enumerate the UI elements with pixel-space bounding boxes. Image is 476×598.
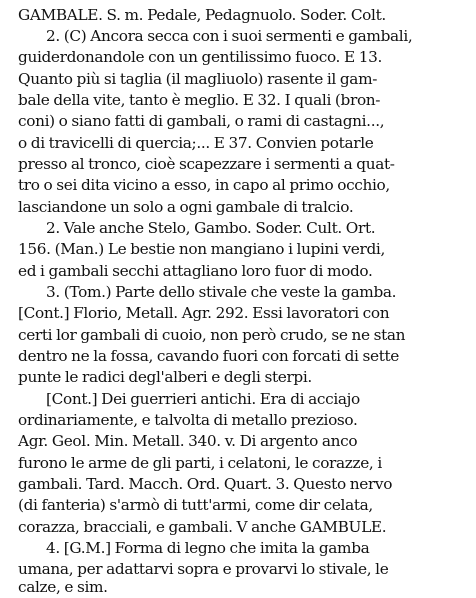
entry-line-22	[0, 452, 476, 474]
entry-text: gambali. Tard. Macch. Ord. Quart. 3. Questo nervo	[18, 475, 393, 493]
entry-line-24	[0, 494, 476, 516]
entry-text: lasciandone un solo a ogni gambale di tralcio.	[18, 198, 354, 216]
entry-text: 4. [G.M.] Forma di legno che imita la gamba	[46, 539, 370, 557]
entry-text: [Cont.] Florio, Metall. Agr. 292. Essi lavoratori con	[18, 304, 390, 322]
entry-text: 3. (Tom.) Parte dello stivale che veste la gamba.	[46, 283, 397, 301]
entry-text: certi lor gambali di cuoio, non però crudo, se ne stan	[18, 326, 406, 344]
entry-text: 156. (Man.) Le bestie non mangiano i lupini verdi,	[18, 240, 385, 258]
entry-text: Agr. Geol. Min. Metall. 340. v. Di argento anco	[18, 432, 358, 450]
entry-text: calze, e sim.	[18, 578, 108, 596]
entry-line-21	[0, 430, 476, 452]
entry-line-19	[0, 388, 476, 410]
entry-text: 2. Vale anche Stelo, Gambo. Soder. Cult. Ort.	[46, 219, 376, 237]
entry-text: Quanto più si taglia (il magliuolo) rasente il gam-	[18, 70, 378, 88]
entry-line-25	[0, 516, 476, 538]
entry-line-13	[0, 260, 476, 282]
entry-text: guiderdonandole con un gentilissimo fuoco. E 13.	[18, 48, 382, 66]
entry-text: GAMBALE. S. m. Pedale, Pedagnuolo. Soder. Colt.	[18, 6, 386, 24]
entry-text: o di travicelli di quercia;... E 37. Convien potarle	[18, 134, 374, 152]
entry-text: corazza, bracciali, e gambali. V anche GAMBULE.	[18, 518, 387, 536]
entry-line-17	[0, 345, 476, 367]
entry-line-10	[0, 196, 476, 218]
entry-line-18	[0, 366, 476, 388]
entry-text: furono le arme de gli parti, i celatoni, le corazze, i	[18, 454, 382, 472]
entry-line-3	[0, 46, 476, 68]
entry-line-16	[0, 324, 476, 346]
entry-text: bale della vite, tanto è meglio. E 32. I quali (bron-	[18, 91, 381, 109]
entry-line-12	[0, 238, 476, 260]
entry-text: coni) o siano fatti di gambali, o rami di castagni...,	[18, 112, 385, 130]
entry-line-23	[0, 473, 476, 495]
entry-line-11	[0, 217, 476, 239]
entry-line-26	[0, 537, 476, 559]
entry-line-9	[0, 174, 476, 196]
entry-text: umana, per adattarvi sopra e provarvi lo stivale, le	[18, 560, 389, 578]
entry-line-6	[0, 110, 476, 132]
entry-line-4	[0, 68, 476, 90]
entry-line-1	[0, 4, 476, 26]
entry-text: punte le radici degl'alberi e degli sterpi.	[18, 368, 312, 386]
entry-line-8	[0, 153, 476, 175]
entry-line-7	[0, 132, 476, 154]
entry-text: dentro ne la fossa, cavando fuori con forcati di sette	[18, 347, 400, 365]
entry-text: presso al tronco, cioè scapezzare i sermenti a quat-	[18, 155, 395, 173]
entry-text: (di fanteria) s'armò di tutt'armi, come dir celata,	[18, 496, 373, 514]
entry-line-28	[0, 576, 476, 598]
entry-line-5	[0, 89, 476, 111]
entry-line-14	[0, 281, 476, 303]
entry-text: tro o sei dita vicino a esso, in capo al primo occhio,	[18, 176, 390, 194]
entry-line-2	[0, 25, 476, 47]
entry-text: [Cont.] Dei guerrieri antichi. Era di acciajo	[46, 390, 360, 408]
entry-line-20	[0, 409, 476, 431]
entry-text: ordinariamente, e talvolta di metallo prezioso.	[18, 411, 358, 429]
entry-line-15	[0, 302, 476, 324]
entry-text: ed i gambali secchi attagliano loro fuor di modo.	[18, 262, 373, 280]
entry-text: 2. (C) Ancora secca con i suoi sermenti e gambali,	[46, 27, 413, 45]
